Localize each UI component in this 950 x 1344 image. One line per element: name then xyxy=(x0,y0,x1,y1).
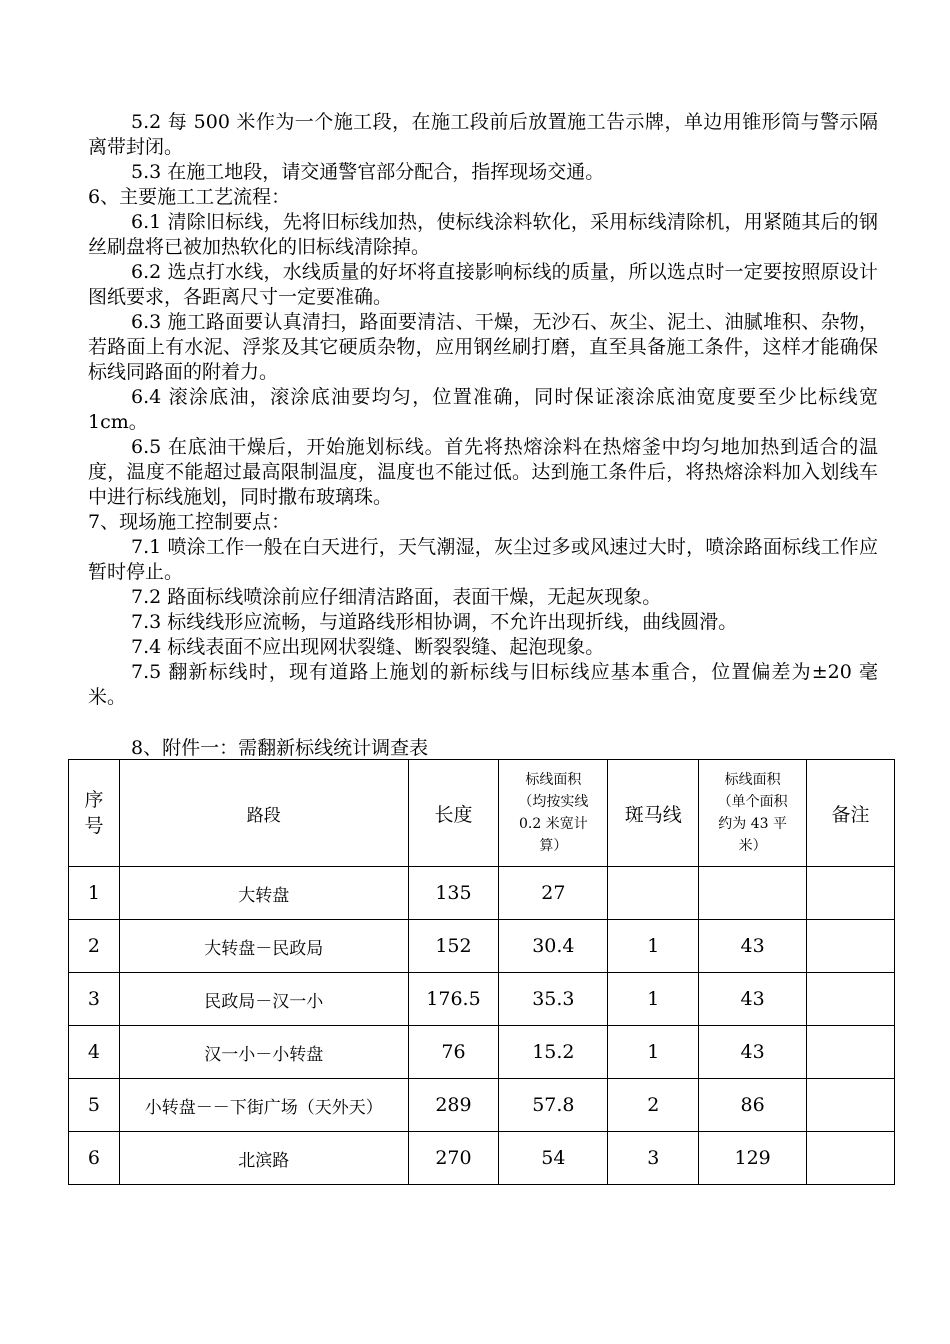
table-row xyxy=(69,920,895,973)
paragraph-7-1: 7.1 喷涂工作一般在白天进行，天气潮湿，灰尘过多或风速过大时，喷涂路面标线工作应暂时停止。 xyxy=(88,536,878,583)
heading-7: 7、现场施工控制要点： xyxy=(88,511,291,533)
cell-zebra-area: 43 xyxy=(699,973,807,1026)
cell-length: 176.5 xyxy=(408,973,499,1026)
table-title: 8、附件一：需翻新标线统计调查表 xyxy=(131,737,429,759)
spacer xyxy=(88,710,878,736)
paragraph-6-3: 6.3 施工路面要认真清扫，路面要清洁、干燥，无沙石、灰尘、泥土、油腻堆积、杂物，若路面上有水泥、浮浆及其它硬质杂物，应用钢丝刷打磨，直至具备施工条件，这样才能确保标线同路面的附着力。 xyxy=(88,311,878,383)
cell-zebra-area: 43 xyxy=(699,920,807,973)
header-length: 长度 xyxy=(408,760,499,867)
paragraph-6-1: 6.1 清除旧标线，先将旧标线加热，使标线涂料软化，采用标线清除机，用紧随其后的钢丝刷盘将已被加热软化的旧标线清除掉。 xyxy=(88,211,878,258)
cell-note xyxy=(807,973,895,1026)
cell-zebra-area: 43 xyxy=(699,1026,807,1079)
cell-length: 152 xyxy=(408,920,499,973)
cell-area: 35.3 xyxy=(499,973,608,1026)
cell-area: 27 xyxy=(499,867,608,920)
cell-road: 民政局－汉一小 xyxy=(119,973,408,1026)
table-header-row xyxy=(69,760,895,867)
document-body xyxy=(88,110,878,761)
cell-zebra: 1 xyxy=(608,973,699,1026)
header-note: 备注 xyxy=(807,760,895,867)
cell-seq: 1 xyxy=(69,867,120,920)
cell-area: 54 xyxy=(499,1132,608,1185)
paragraph-7-4: 7.4 标线表面不应出现网状裂缝、断裂裂缝、起泡现象。 xyxy=(131,636,605,658)
cell-zebra-area: 129 xyxy=(699,1132,807,1185)
table-row xyxy=(69,867,895,920)
cell-zebra: 1 xyxy=(608,920,699,973)
cell-road: 汉一小－小转盘 xyxy=(119,1026,408,1079)
header-seq: 序 号 xyxy=(69,760,120,867)
heading-6: 6、主要施工工艺流程： xyxy=(88,186,291,208)
cell-area: 15.2 xyxy=(499,1026,608,1079)
cell-road: 大转盘 xyxy=(119,867,408,920)
cell-road: 小转盘－－下街广场（天外天） xyxy=(119,1079,408,1132)
cell-road: 大转盘－民政局 xyxy=(119,920,408,973)
paragraph-7-2: 7.2 路面标线喷涂前应仔细清洁路面，表面干燥，无起灰现象。 xyxy=(131,586,662,608)
cell-length: 289 xyxy=(408,1079,499,1132)
cell-area: 57.8 xyxy=(499,1079,608,1132)
paragraph-6-4: 6.4 滚涂底油，滚涂底油要均匀，位置准确，同时保证滚涂底油宽度要至少比标线宽 1cm。 xyxy=(88,386,878,433)
cell-note xyxy=(807,1026,895,1079)
table-row xyxy=(69,1079,895,1132)
header-zebra: 斑马线 xyxy=(608,760,699,867)
header-marking-area: 标线面积 （均按实线 0.2 米宽计 算） xyxy=(499,760,608,867)
cell-length: 270 xyxy=(408,1132,499,1185)
table-row xyxy=(69,973,895,1026)
header-road: 路段 xyxy=(119,760,408,867)
cell-length: 76 xyxy=(408,1026,499,1079)
cell-zebra xyxy=(608,867,699,920)
cell-area: 30.4 xyxy=(499,920,608,973)
cell-seq: 6 xyxy=(69,1132,120,1185)
paragraph-7-3: 7.3 标线线形应流畅，与道路线形相协调，不允许出现折线，曲线圆滑。 xyxy=(131,611,738,633)
header-zebra-area: 标线面积 （单个面积 约为 43 平 米） xyxy=(699,760,807,867)
cell-length: 135 xyxy=(408,867,499,920)
cell-zebra-area: 86 xyxy=(699,1079,807,1132)
cell-note xyxy=(807,1132,895,1185)
road-marking-survey-table xyxy=(68,759,895,1185)
cell-zebra: 3 xyxy=(608,1132,699,1185)
cell-note xyxy=(807,867,895,920)
table-row xyxy=(69,1132,895,1185)
cell-note xyxy=(807,1079,895,1132)
cell-seq: 4 xyxy=(69,1026,120,1079)
cell-zebra: 2 xyxy=(608,1079,699,1132)
paragraph-7-5: 7.5 翻新标线时，现有道路上施划的新标线与旧标线应基本重合，位置偏差为±20 毫米。 xyxy=(88,661,878,708)
cell-seq: 2 xyxy=(69,920,120,973)
paragraph-6-2: 6.2 选点打水线，水线质量的好坏将直接影响标线的质量，所以选点时一定要按照原设计图纸要求，各距离尺寸一定要准确。 xyxy=(88,261,878,308)
table-row xyxy=(69,1026,895,1079)
cell-note xyxy=(807,920,895,973)
cell-zebra-area xyxy=(699,867,807,920)
paragraph-6-5: 6.5 在底油干燥后，开始施划标线。首先将热熔涂料在热熔釜中均匀地加热到适合的温度，温度不能超过最高限制温度，温度也不能过低。达到施工条件后，将热熔涂料加入划线车中进行标线施划，同时撒布玻璃珠。 xyxy=(88,436,878,508)
cell-seq: 3 xyxy=(69,973,120,1026)
paragraph-5-2: 5.2 每 500 米作为一个施工段，在施工段前后放置施工告示牌，单边用锥形筒与警示隔离带封闭。 xyxy=(88,111,878,158)
cell-zebra: 1 xyxy=(608,1026,699,1079)
paragraph-5-3: 5.3 在施工地段，请交通警官部分配合，指挥现场交通。 xyxy=(131,161,605,183)
cell-road: 北滨路 xyxy=(119,1132,408,1185)
cell-seq: 5 xyxy=(69,1079,120,1132)
